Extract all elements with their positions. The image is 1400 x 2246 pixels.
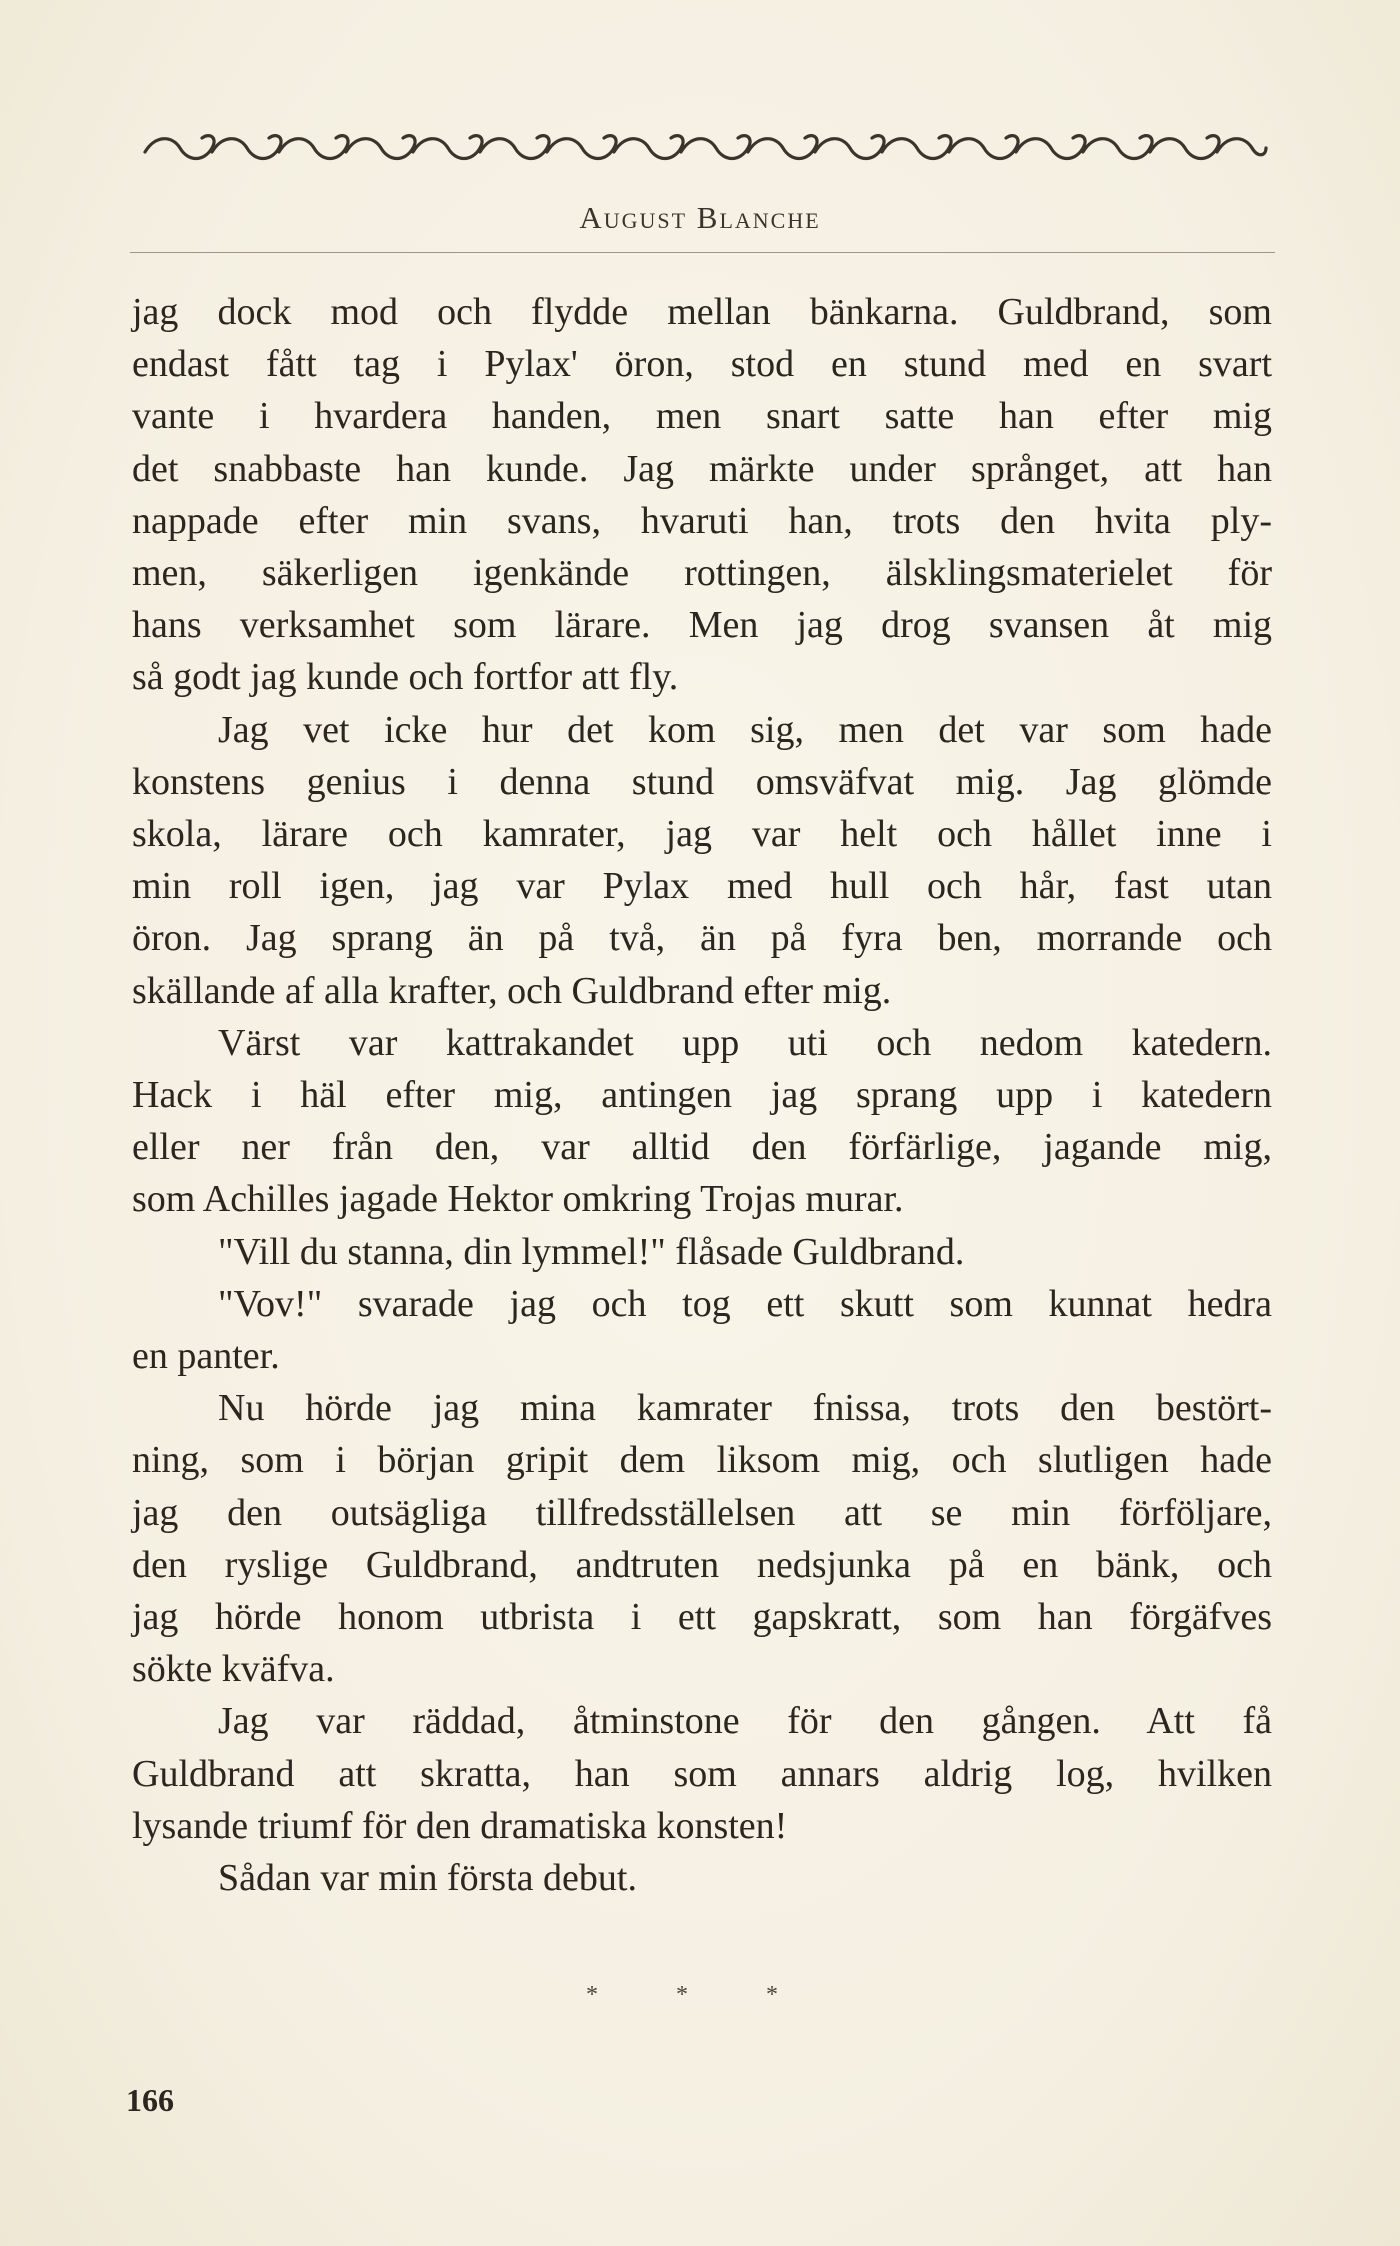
text-line: Hack i häl efter mig, antingen jag sprang upp i katedern <box>132 1074 1272 1117</box>
text-line: min roll igen, jag var Pylax med hull och hår, fast utan <box>132 865 1272 908</box>
text-line: ning, som i början gripit dem liksom mig, och slutligen hade <box>132 1439 1272 1482</box>
text-line: jag dock mod och flydde mellan bänkarna. Guldbrand, som <box>132 291 1272 333</box>
text-line: en panter. <box>132 1335 280 1378</box>
text-line: eller ner från den, var alltid den förfärlige, jagande mig, <box>132 1126 1272 1169</box>
text-line: hans verksamhet som lärare. Men jag drog svansen åt mig <box>132 604 1272 647</box>
text-line: Värst var kattrakandet upp uti och nedom katedern. <box>218 1021 1272 1064</box>
text-line: Sådan var min första debut. <box>218 1857 637 1900</box>
running-head: August Blanche <box>579 200 821 235</box>
text-line: lysande triumf för den dramatiska konsten! <box>132 1804 788 1847</box>
text-line: Guldbrand att skratta, han som annars aldrig log, hvilken <box>132 1752 1272 1795</box>
text-line: sökte kväfva. <box>132 1648 335 1691</box>
text-line: öron. Jag sprang än på två, än på fyra ben, morrande och <box>132 917 1272 960</box>
text-line: jag den outsägliga tillfredsställelsen att se min förföljare, <box>132 1491 1272 1534</box>
text-line: Jag vet icke hur det kom sig, men det var som hade <box>218 708 1272 751</box>
text-line: så godt jag kunde och fortfor att fly. <box>132 656 679 699</box>
body-text <box>132 286 1272 1904</box>
text-line: nappade efter min svans, hvaruti han, trots den hvita ply- <box>132 499 1272 542</box>
text-line: den ryslige Guldbrand, andtruten nedsjunka på en bänk, och <box>132 1543 1272 1586</box>
text-line: men, säkerligen igenkände rottingen, älsklingsmaterielet för <box>132 552 1272 595</box>
text-line: endast fått tag i Pylax' öron, stod en stund med en svart <box>132 343 1272 386</box>
text-line: konstens genius i denna stund omsväfvat mig. Jag glömde <box>132 760 1272 803</box>
text-line: skola, lärare och kamrater, jag var helt och hållet inne i <box>132 813 1272 856</box>
text-line: skällande af alla krafter, och Guldbrand efter mig. <box>132 969 892 1012</box>
header-rule <box>130 252 1275 253</box>
text-line: Jag var räddad, åtminstone för den gången. Att få <box>218 1700 1272 1743</box>
text-line: "Vill du stanna, din lymmel!" flåsade Guldbrand. <box>218 1230 965 1273</box>
scroll-wave-ornament-icon <box>140 130 1270 170</box>
section-break: * * * <box>586 1982 814 2008</box>
text-line: som Achilles jagade Hektor omkring Trojas murar. <box>132 1178 904 1221</box>
text-line: jag hörde honom utbrista i ett gapskratt, som han förgäfves <box>132 1596 1272 1639</box>
text-line: "Vov!" svarade jag och tog ett skutt som kunnat hedra <box>218 1282 1272 1325</box>
page-number: 166 <box>126 2082 174 2118</box>
text-line: det snabbaste han kunde. Jag märkte under språnget, att han <box>132 447 1272 490</box>
text-line: vante i hvardera handen, men snart satte han efter mig <box>132 395 1272 438</box>
text-line: Nu hörde jag mina kamrater fnissa, trots den bestört- <box>218 1387 1272 1430</box>
